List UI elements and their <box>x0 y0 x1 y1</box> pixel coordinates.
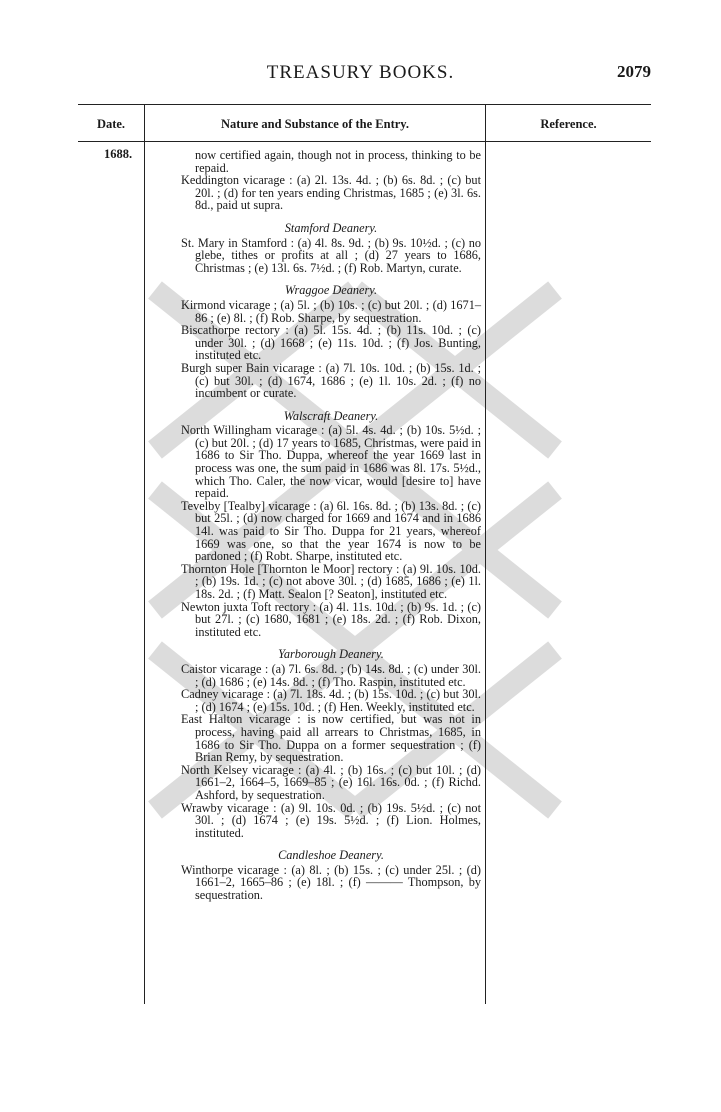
header-bottom-rule <box>78 141 651 142</box>
entry: North Kelsey vicarage : (a) 4l. ; (b) 16s. ; (c) but 10l. ; (d) 1661–2, 1664–5, 1669–85 ; (e) 16l. 16s. 0d. ; (f) Richd. Ashford, by sequestration. <box>181 762 481 802</box>
entry: Wrawby vicarage : (a) 9l. 10s. 0d. ; (b) 19s. 5½d. ; (c) not 30l. ; (d) 1674 ; (e) 19s. 5½d. ; (f) Lion. Holmes, instituted. <box>181 800 481 840</box>
page-header <box>0 62 721 92</box>
deanery-section <box>181 284 481 399</box>
entry: Caistor vicarage : (a) 7l. 6s. 8d. ; (b) 14s. 8d. ; (c) under 30l. ; (d) 1686 ; (e) 14s. 8d. ; (f) Tho. Raspin, instituted etc. <box>181 661 481 689</box>
column-header-date: Date. <box>96 117 126 131</box>
deanery-section <box>181 410 481 639</box>
reference-column-divider <box>485 104 486 1004</box>
entry: Winthorpe vicarage : (a) 8l. ; (b) 15s. ; (c) under 25l. ; (d) 1661–2, 1665–86 ; (e) 18l. ; (f) ——— Thompson, by sequestration. <box>181 862 481 903</box>
table-top-rule <box>78 104 651 105</box>
column-header-nature: Nature and Substance of the Entry. <box>221 117 409 131</box>
running-title: TREASURY BOOKS. <box>266 62 455 83</box>
entry: North Willingham vicarage : (a) 5l. 4s. 4d. ; (b) 10s. 5½d. ; (c) but 20l. ; (d) 17 years to 1685, Christmas, were paid in 1686 to Sir Tho. Duppa, whereof the year 1669 last in process was one, the sum paid in 1686 was 8l. 17s. 5½d., which Tho. Caler, the now vicar, would [desire to] have repaid. <box>181 423 481 501</box>
column-header-reference: Reference. <box>540 117 597 131</box>
entry-year: 1688. <box>104 147 133 161</box>
entry: Kirmond vicarage ; (a) 5l. ; (b) 10s. ; (c) but 20l. ; (d) 1671–86 ; (e) 8l. ; (f) Rob. Sharpe, by sequestration. <box>181 297 481 325</box>
deanery-heading: Wraggoe Deanery. <box>284 283 378 298</box>
date-column-divider <box>144 104 145 1004</box>
entry: St. Mary in Stamford : (a) 4l. 8s. 9d. ; (b) 9s. 10½d. ; (c) no glebe, tithes or profits at all ; (d) 27 years to 1686, Christmas ; (e) 13l. 6s. 7½d. ; (f) Rob. Martyn, curate. <box>181 235 481 275</box>
entry: Thornton Hole [Thornton le Moor] rectory : (a) 9l. 10s. 10d. ; (b) 19s. 1d. ; (c) not above 30l. ; (d) 1685, 1686 ; (e) 1l. 18s. 2d. ; (f) Matt. Sealon [? Seaton], instituted etc. <box>181 561 481 601</box>
entry: Biscathorpe rectory : (a) 5l. 15s. 4d. ; (b) 11s. 10d. ; (c) under 30l. ; (d) 1668 ; (e) 11s. 10d. ; (f) Jos. Bunting, instituted etc. <box>181 323 481 363</box>
entry: Cadney vicarage : (a) 7l. 18s. 4d. ; (b) 15s. 10d. ; (c) but 30l. ; (d) 1674 ; (e) 15s. 10d. ; (f) Hen. Weekly, instituted etc. <box>181 687 481 714</box>
deanery-section <box>181 648 481 839</box>
entry: Tevelby [Tealby] vicarage : (a) 6l. 16s. 8d. ; (b) 13s. 8d. ; (c) but 25l. ; (d) now charged for 1669 and 1674 and in 1686 14l. was paid to Sir Tho. Duppa for 21 years, whereof 1669 was one, so that the year 1674 is now to be pardoned ; (f) Robt. Sharpe, instituted etc. <box>181 498 481 564</box>
entry: Keddington vicarage : (a) 2l. 13s. 4d. ; (b) 6s. 8d. ; (c) but 20l. ; (d) for ten years ending Christmas, 1685 ; (e) 3l. 6s. 8d., paid ut supra. <box>181 173 481 213</box>
entry: East Halton vicarage : is now certified, but was not in process, having paid all arrears to Christmas, 1685, in 1686 to Sir Tho. Duppa on a former sequestration ; (f) Brian Remy, by sequestration. <box>181 712 481 765</box>
page-number: 2079 <box>617 62 651 81</box>
deanery-section <box>181 222 481 274</box>
entry: Burgh super Bain vicarage : (a) 7l. 10s. 10d. ; (b) 15s. 1d. ; (c) but 30l. ; (d) 1674, 1686 ; (e) 1l. 10s. 2d. ; (f) no incumbent or curate. <box>181 360 481 401</box>
deanery-heading: Stamford Deanery. <box>284 220 378 235</box>
entry: Newton juxta Toft rectory : (a) 4l. 11s. 10d. ; (b) 9s. 1d. ; (c) but 27l. ; (c) 1680, 1681 ; (e) 18s. 2d. ; (f) Rob. Dixon, instituted etc. <box>181 599 481 639</box>
continuation-text: now certified again, though not in process, thinking to be repaid. <box>195 148 481 175</box>
deanery-section <box>181 849 481 901</box>
deanery-heading: Candleshoe Deanery. <box>278 848 384 863</box>
entries-column <box>181 149 481 902</box>
deanery-heading: Yarborough Deanery. <box>278 647 384 662</box>
deanery-heading: Walscraft Deanery. <box>283 408 379 423</box>
